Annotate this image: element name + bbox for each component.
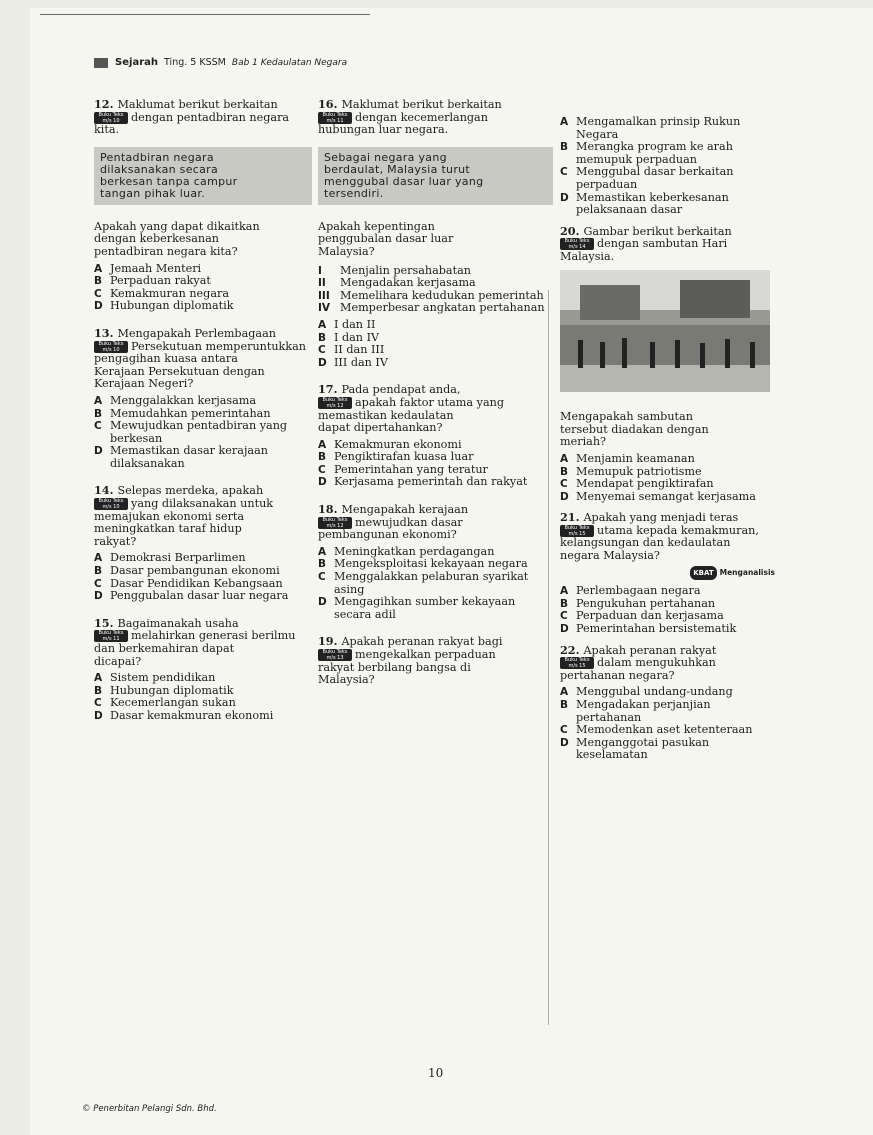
top-rule	[40, 14, 370, 15]
tag-page: m/s 12	[326, 402, 344, 409]
column-left	[94, 98, 312, 731]
option-letter: B	[318, 331, 327, 344]
question-stem-line	[94, 124, 312, 137]
question-text: rakyat berbilang bangsa di	[318, 660, 471, 674]
tag-page: m/s 10	[102, 504, 120, 511]
option-text: Kecemerlangan sukan	[110, 696, 236, 710]
answer-option-a[interactable]	[560, 116, 775, 141]
question-text: dengan sambutan Hari	[597, 237, 728, 251]
option-letter: C	[560, 724, 568, 737]
option-letter: A	[318, 318, 327, 331]
option-text: Memastikan dasar kerajaan dilaksanakan	[110, 444, 268, 470]
publisher-footer: © Penerbitan Pelangi Sdn. Bhd.	[82, 1104, 217, 1114]
textbook-ref-tag	[94, 630, 128, 642]
question-stem-line	[94, 112, 312, 125]
answer-options	[318, 546, 553, 622]
tag-label: Buku Teks	[564, 524, 590, 531]
info-box-line: Sebagai negara yang	[324, 150, 447, 164]
textbook-ref-tag	[560, 238, 594, 250]
option-text: II dan III	[334, 343, 385, 357]
option-text: III dan IV	[334, 355, 388, 369]
option-text: Memastikan keberkesanan pelaksanaan dasar	[576, 190, 729, 217]
question-prompt-line: Mengapakah sambutan	[560, 410, 693, 424]
question-stem-line	[94, 536, 312, 549]
option-letter: D	[560, 736, 569, 749]
statement-text: Menjalin persahabatan	[340, 263, 471, 277]
option-letter: D	[94, 709, 103, 722]
option-letter: D	[94, 590, 103, 603]
question-number: 16.	[318, 97, 338, 111]
tag-label: Buku Teks	[564, 238, 590, 245]
option-text: Dasar pembangunan ekonomi	[110, 564, 280, 578]
page-number: 10	[428, 1066, 444, 1080]
question-number: 19.	[318, 634, 338, 649]
question-text: Apakah yang menjadi teras	[583, 511, 739, 525]
question-stem-line	[318, 422, 553, 435]
question-text: meningkatkan taraf hidup	[94, 522, 242, 536]
column-middle	[318, 98, 553, 695]
option-letter: A	[560, 116, 569, 128]
option-letter: B	[318, 451, 327, 464]
answer-options	[94, 263, 312, 313]
option-letter: C	[560, 478, 568, 491]
question-text: kelangsungan dan kedaulatan	[560, 536, 731, 550]
answer-option-d[interactable]	[94, 710, 312, 723]
header-icon	[94, 58, 108, 68]
kbat-label	[560, 566, 775, 581]
option-letter: D	[318, 476, 327, 489]
question-prompt-line: dengan keberkesanan	[94, 232, 220, 246]
statement-roman: I	[318, 264, 322, 277]
question-stem-line	[560, 251, 775, 264]
question-text: kita.	[94, 123, 120, 137]
option-text: Menggubal undang-undang	[576, 685, 733, 699]
question-text: Mengapakah kerajaan	[341, 503, 469, 517]
question-prompt-line: pentadbiran negara kita?	[94, 244, 238, 258]
question-number: 13.	[94, 325, 114, 340]
question-stem-line	[318, 124, 553, 137]
column-divider	[548, 290, 549, 1025]
question-text: dengan kecemerlangan	[355, 110, 488, 124]
tag-label: Buku Teks	[322, 649, 348, 655]
info-box-line: Pentadbiran negara	[100, 150, 214, 164]
statement-roman: IV	[318, 302, 331, 315]
answer-options	[318, 319, 553, 369]
option-text: Mewujudkan pentadbiran yang berkesan	[110, 419, 288, 445]
option-text: Mengeksploitasi kekayaan negara	[334, 557, 528, 571]
question-stem-line	[318, 529, 553, 542]
info-box	[94, 147, 312, 205]
option-letter: D	[318, 596, 327, 609]
question-text: Maklumat berikut berkaitan	[341, 98, 502, 111]
page-header	[94, 57, 347, 68]
answer-option-c[interactable]	[318, 344, 553, 357]
header-level: Ting. 5 KSSM	[164, 57, 226, 68]
option-text: Pemerintahan yang teratur	[334, 462, 488, 476]
option-text: Perpaduan dan kerjasama	[576, 609, 724, 623]
option-letter: D	[94, 445, 103, 458]
question-prompt-line: Apakah kepentingan	[318, 219, 435, 233]
option-letter: D	[560, 490, 569, 503]
answer-option-c[interactable]	[318, 571, 553, 596]
option-text: Kerjasama pemerintah dan rakyat	[334, 475, 528, 489]
option-letter: A	[560, 452, 569, 465]
info-box-line: berkesan tanpa campur	[100, 174, 238, 188]
question-text: memastikan kedaulatan	[318, 408, 454, 422]
answer-option-b[interactable]	[560, 141, 775, 166]
question-prompt-line: tersebut diadakan dengan	[560, 422, 709, 436]
option-text: Menganggotai pasukan keselamatan	[576, 735, 710, 762]
option-text: Perlembagaan negara	[576, 584, 701, 598]
question-text: rakyat?	[94, 534, 137, 548]
answer-option-d[interactable]	[560, 192, 775, 217]
tag-label: Buku Teks	[322, 396, 348, 403]
tag-page: m/s 10	[102, 346, 120, 353]
answer-option-b[interactable]	[560, 699, 775, 724]
question-text: Maklumat berikut berkaitan	[117, 98, 278, 111]
question-text: melahirkan generasi berilmu	[131, 629, 296, 643]
answer-options	[94, 552, 312, 602]
info-box-line: tangan pihak luar.	[100, 186, 206, 200]
question-prompt-line: meriah?	[560, 435, 607, 449]
question-21	[560, 511, 775, 635]
option-text: Meningkatkan perdagangan	[334, 544, 495, 558]
question-prompt	[94, 221, 312, 259]
tag-label: Buku Teks	[98, 111, 124, 118]
question-prompt-line: penggubalan dasar luar	[318, 232, 454, 246]
option-letter: B	[318, 558, 327, 571]
header-chapter: Bab 1 Kedaulatan Negara	[231, 58, 348, 68]
tag-label: Buku Teks	[98, 630, 124, 637]
option-text: Menggalakkan pelaburan syarikat asing	[334, 570, 529, 596]
statement-list	[318, 265, 553, 315]
textbook-ref-tag	[560, 657, 594, 669]
option-text: Dasar Pendidikan Kebangsaan	[110, 576, 283, 590]
tag-label: Buku Teks	[98, 498, 124, 505]
tag-label: Buku Teks	[98, 340, 124, 347]
option-letter: A	[94, 394, 103, 407]
question-text: Kerajaan Persekutuan dengan	[94, 364, 265, 378]
textbook-ref-tag	[94, 498, 128, 510]
option-letter: C	[318, 571, 326, 584]
question-stem-line	[94, 327, 312, 341]
option-text: Menyemai semangat kerjasama	[576, 489, 756, 503]
question-stem-line	[94, 617, 312, 631]
option-letter: B	[560, 141, 569, 154]
option-text: Mengadakan perjanjian pertahanan	[576, 698, 711, 724]
answer-option-b[interactable]	[318, 451, 553, 464]
option-text: I dan II	[334, 317, 376, 331]
tag-page: m/s 13	[326, 655, 344, 661]
option-letter: B	[94, 407, 103, 420]
textbook-ref-tag	[94, 112, 128, 124]
answer-option-a[interactable]	[318, 319, 553, 332]
option-text: Mendapat pengiktirafan	[576, 477, 714, 491]
question-text: Malaysia.	[560, 249, 615, 263]
option-letter: B	[560, 699, 569, 711]
option-text: Demokrasi Berparlimen	[110, 551, 246, 565]
option-text: Perpaduan rakyat	[110, 274, 211, 288]
question-number: 15.	[94, 615, 114, 630]
question-text: apakah faktor utama yang	[355, 395, 504, 409]
option-letter: D	[560, 191, 569, 204]
option-letter: A	[318, 545, 327, 558]
question-text: dalam mengukuhkan	[597, 656, 716, 670]
answer-option-d[interactable]	[94, 445, 312, 470]
tag-page: m/s 15	[568, 530, 586, 537]
answer-option-a[interactable]	[94, 395, 312, 408]
answer-options	[560, 585, 775, 635]
question-stem-line	[560, 511, 775, 525]
statement-roman: II	[318, 277, 326, 290]
answer-option-d[interactable]	[318, 476, 553, 489]
info-box-line: menggubal dasar luar yang	[324, 174, 484, 188]
option-letter: B	[94, 275, 103, 288]
question-text: dan berkemahiran dapat	[94, 642, 235, 655]
question-text: mengekalkan perpaduan	[355, 648, 496, 661]
question-text: dengan pentadbiran negara	[131, 110, 290, 124]
option-text: Dasar kemakmuran ekonomi	[110, 708, 274, 722]
answer-options	[560, 686, 775, 762]
question-number: 22.	[560, 642, 580, 657]
option-text: Pengukuhan pertahanan	[576, 596, 716, 610]
question-text: dapat dipertahankan?	[318, 421, 443, 435]
option-text: Memupuk patriotisme	[576, 464, 702, 478]
answer-option-d[interactable]	[94, 300, 312, 313]
kbat-badge: KBAT	[690, 566, 716, 581]
option-text: Menjamin keamanan	[576, 451, 695, 465]
option-letter: D	[94, 300, 103, 313]
question-text: Apakah peranan rakyat	[583, 643, 717, 657]
question-text: pengagihan kuasa antara	[94, 352, 238, 366]
question-stem-line	[94, 378, 312, 391]
question-stem-line	[318, 635, 553, 649]
option-text: Hubungan diplomatik	[110, 683, 234, 697]
option-text: Merangka program ke arah memupuk perpaduan	[576, 140, 733, 166]
question-text: Bagaimanakah usaha	[117, 616, 239, 630]
statement-text: Memelihara kedudukan pemerintah	[340, 288, 544, 302]
tag-page: m/s 15	[568, 663, 586, 670]
answer-option-a[interactable]	[560, 453, 775, 466]
question-stem-line	[560, 550, 775, 563]
option-letter: C	[94, 697, 102, 710]
option-letter: D	[560, 623, 569, 636]
info-box-line: tersendiri.	[324, 186, 384, 200]
info-box-line: berdaulat, Malaysia turut	[324, 162, 471, 176]
option-text: I dan IV	[334, 330, 380, 344]
question-stem-line	[560, 644, 775, 658]
question-stem-line	[318, 98, 553, 112]
question-19	[318, 635, 553, 686]
option-text: Jemaah Menteri	[110, 261, 202, 275]
answer-option-c[interactable]	[560, 724, 775, 737]
question-text: Malaysia?	[318, 673, 375, 687]
answer-options	[560, 453, 775, 503]
textbook-ref-tag	[318, 397, 352, 409]
tag-label: Buku Teks	[564, 657, 590, 664]
textbook-ref-tag	[94, 341, 128, 353]
statement-item	[318, 277, 553, 290]
answer-options	[94, 395, 312, 471]
question-13	[94, 327, 312, 471]
question-16	[318, 98, 553, 369]
info-box-line: dilaksanakan secara	[100, 162, 219, 176]
question-text: memajukan ekonomi serta	[94, 509, 245, 523]
answer-option-a[interactable]	[94, 672, 312, 685]
question-text: Gambar berikut berkaitan	[583, 224, 732, 238]
option-letter: C	[318, 463, 326, 476]
question-text: mewujudkan dasar	[355, 515, 463, 529]
option-text: Pengiktirafan kuasa luar	[334, 450, 474, 464]
statement-text: Mengadakan kerjasama	[340, 276, 476, 290]
question-22	[560, 644, 775, 762]
option-letter: A	[94, 262, 103, 275]
option-text: Penggubalan dasar luar negara	[110, 589, 289, 603]
option-text: Mengagihkan sumber kekayaan secara adil	[334, 595, 516, 621]
option-text: Memudahkan pemerintahan	[110, 406, 271, 420]
question-stem-line	[560, 225, 775, 239]
answer-option-d[interactable]	[318, 596, 553, 621]
question-stem-line	[318, 383, 553, 397]
answer-option-d[interactable]	[94, 590, 312, 603]
question-14	[94, 484, 312, 602]
option-letter: D	[318, 356, 327, 369]
option-letter: C	[318, 344, 326, 357]
question-stem-line	[94, 484, 312, 498]
option-letter: A	[94, 552, 103, 565]
question-prompt	[318, 221, 553, 259]
option-letter: B	[560, 597, 569, 610]
kbat-skill: Menganalisis	[719, 567, 775, 577]
option-text: Mengamalkan prinsip Rukun Negara	[576, 115, 741, 141]
option-letter: C	[94, 577, 102, 590]
tag-label: Buku Teks	[322, 111, 348, 118]
question-number: 21.	[560, 510, 580, 525]
question-prompt-line: Apakah yang dapat dikaitkan	[94, 219, 260, 233]
question-text: negara Malaysia?	[560, 549, 660, 563]
question-cont	[560, 116, 775, 217]
textbook-ref-tag	[318, 112, 352, 124]
option-letter: C	[560, 166, 568, 179]
statement-roman: III	[318, 289, 330, 302]
option-letter: C	[94, 420, 102, 433]
question-stem-line	[94, 656, 312, 669]
header-subject: Sejarah	[115, 57, 158, 68]
option-letter: C	[560, 610, 568, 623]
option-text: Sistem pendidikan	[110, 671, 216, 685]
answer-option-b[interactable]	[94, 565, 312, 578]
option-letter: B	[94, 565, 103, 578]
answer-option-a[interactable]	[560, 585, 775, 598]
answer-options	[318, 439, 553, 489]
question-prompt-line: Malaysia?	[318, 244, 375, 258]
question-text: Pada pendapat anda,	[341, 383, 461, 397]
question-text: Mengapakah Perlembagaan	[117, 326, 276, 340]
question-12	[94, 98, 312, 313]
question-stem-line	[560, 670, 775, 683]
tag-label: Buku Teks	[322, 516, 348, 523]
question-text: utama kepada kemakmuran,	[597, 523, 759, 537]
answer-option-d[interactable]	[560, 737, 775, 762]
question-text: Apakah peranan rakyat bagi	[341, 635, 503, 649]
question-text: pertahanan negara?	[560, 668, 675, 682]
tag-page: m/s 10	[102, 117, 120, 124]
option-text: Menggalakkan kerjasama	[110, 393, 257, 407]
option-text: Pemerintahan bersistematik	[576, 622, 737, 636]
option-text: Menggubal dasar berkaitan perpaduan	[576, 165, 734, 191]
question-17	[318, 383, 553, 489]
info-box	[318, 147, 553, 205]
option-letter: A	[318, 438, 327, 451]
question-text: Selepas merdeka, apakah	[117, 484, 264, 498]
answer-option-c[interactable]	[560, 478, 775, 491]
tag-page: m/s 12	[326, 522, 344, 529]
question-text: pembangunan ekonomi?	[318, 528, 457, 542]
answer-option-d[interactable]	[318, 357, 553, 370]
question-number: 17.	[318, 382, 338, 397]
question-stem-line	[318, 503, 553, 517]
question-stem-line	[318, 674, 553, 687]
column-right	[560, 112, 775, 770]
tag-page: m/s 14	[568, 244, 586, 251]
answer-option-c[interactable]	[94, 420, 312, 445]
option-text: Memodenkan aset ketenteraan	[576, 723, 753, 737]
option-letter: A	[560, 686, 569, 699]
option-letter: B	[94, 684, 103, 697]
question-text: hubungan luar negara.	[318, 123, 449, 137]
textbook-ref-tag	[318, 517, 352, 529]
question-number: 20.	[560, 223, 580, 238]
option-letter: C	[94, 287, 102, 300]
question-prompt	[560, 411, 775, 449]
question-text: Kerajaan Negeri?	[94, 377, 194, 391]
answer-option-c[interactable]	[560, 166, 775, 191]
answer-options	[94, 672, 312, 722]
question-number: 18.	[318, 502, 338, 517]
question-number: 14.	[94, 483, 114, 498]
question-stem-line	[94, 98, 312, 112]
option-text: Kemakmuran ekonomi	[334, 437, 462, 451]
option-text: Hubungan diplomatik	[110, 299, 234, 313]
answer-option-d[interactable]	[560, 623, 775, 636]
option-letter: A	[560, 585, 569, 598]
question-text: Persekutuan memperuntukkan	[131, 339, 306, 353]
textbook-ref-tag	[560, 525, 594, 537]
question-15	[94, 617, 312, 723]
option-letter: B	[560, 465, 569, 478]
answer-option-b[interactable]	[94, 275, 312, 288]
statement-item	[318, 302, 553, 315]
question-20	[560, 225, 775, 504]
tag-page: m/s 11	[326, 117, 344, 124]
question-text: dicapai?	[94, 654, 142, 668]
textbook-ref-tag	[318, 649, 352, 661]
tag-page: m/s 11	[102, 636, 120, 643]
option-letter: A	[94, 672, 103, 685]
question-18	[318, 503, 553, 621]
question-number: 12.	[94, 97, 114, 111]
answer-option-d[interactable]	[560, 491, 775, 504]
statement-text: Memperbesar angkatan pertahanan	[340, 301, 545, 315]
question-text: yang dilaksanakan untuk	[131, 497, 274, 511]
option-text: Kemakmuran negara	[110, 286, 230, 300]
hari-malaysia-photo	[560, 270, 770, 392]
answer-options	[560, 116, 775, 217]
